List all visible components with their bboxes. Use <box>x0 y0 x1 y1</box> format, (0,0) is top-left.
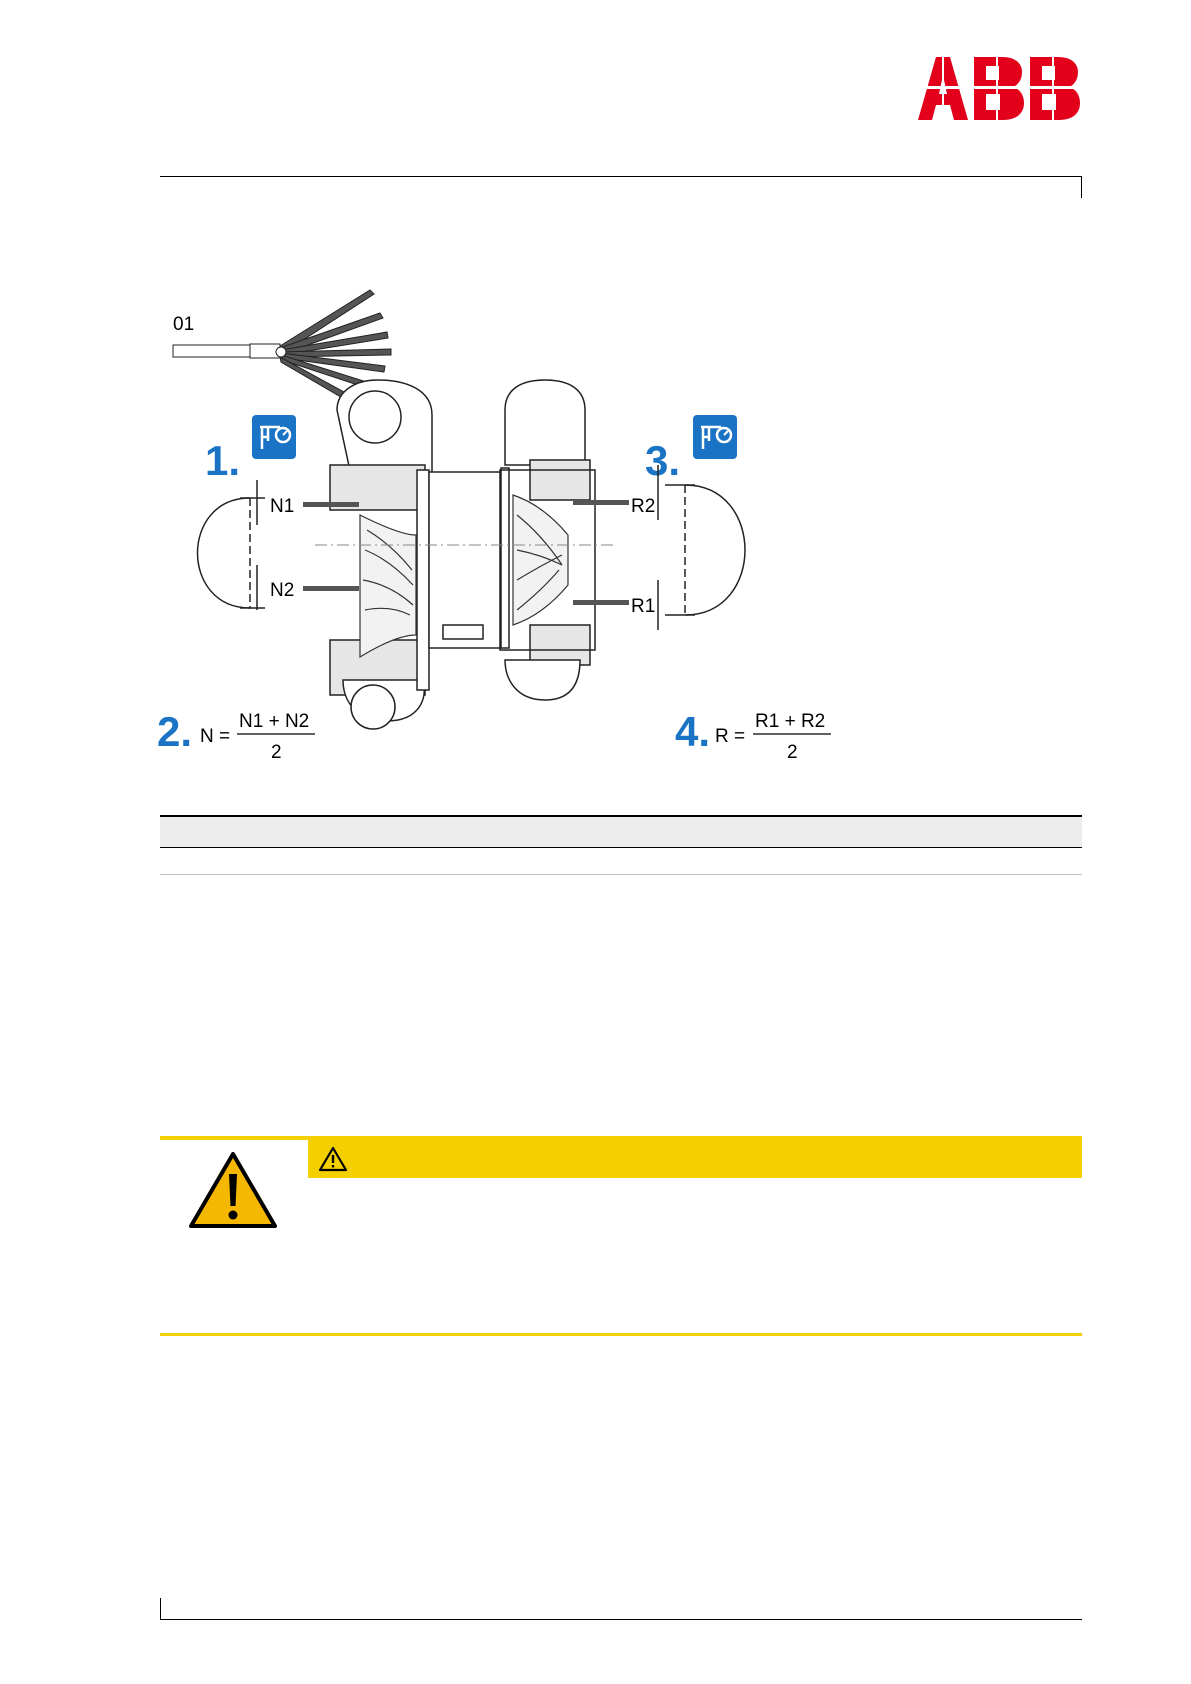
label-n1: N1 <box>270 496 295 517</box>
formula-n-lhs: N = <box>200 726 231 747</box>
formula-r-numerator: R1 + R2 <box>755 711 826 732</box>
compressor-wheel <box>513 495 568 625</box>
caliper-dial-gauge-icon-1 <box>252 415 296 459</box>
r2-probe <box>573 500 629 505</box>
label-r1: R1 <box>631 596 656 617</box>
header-rule <box>160 176 1082 177</box>
label-n2: N2 <box>270 580 295 601</box>
n2-probe <box>303 586 359 591</box>
warning-small-icon <box>318 1145 348 1173</box>
step-4-number: 4. <box>675 708 711 755</box>
item-label-01: 01 <box>173 314 195 335</box>
formula-r-lhs: R = <box>715 726 746 747</box>
caliper-dial-gauge-icon-3 <box>693 415 737 459</box>
r-measurement-diagram <box>658 465 745 630</box>
footer-rule <box>160 1619 1082 1620</box>
turbocharger-clearance-figure <box>155 280 835 780</box>
formula-n-numerator: N1 + N2 <box>239 711 310 732</box>
label-r2: R2 <box>631 496 656 517</box>
table-header-row <box>160 817 1082 847</box>
warning-header-bar <box>308 1140 1082 1178</box>
r1-probe <box>573 600 629 605</box>
bearing-housing <box>429 468 509 648</box>
warning-triangle-icon <box>188 1150 278 1230</box>
footer-rule-tick <box>160 1598 161 1620</box>
turbine-wheel <box>360 515 416 657</box>
step-1-number: 1. <box>205 437 241 484</box>
formula-n-denominator: 2 <box>271 742 282 763</box>
warning-bottom-rule <box>160 1333 1082 1336</box>
abb-logo <box>918 57 1080 120</box>
step-2-number: 2. <box>157 708 193 755</box>
table-row-rule <box>160 874 1082 875</box>
step-3-number: 3. <box>645 437 681 484</box>
table-header-rule <box>160 847 1082 848</box>
n1-probe <box>303 502 359 507</box>
header-rule-tick <box>1081 176 1082 198</box>
n-measurement-diagram <box>198 480 266 610</box>
formula-r-denominator: 2 <box>787 742 798 763</box>
